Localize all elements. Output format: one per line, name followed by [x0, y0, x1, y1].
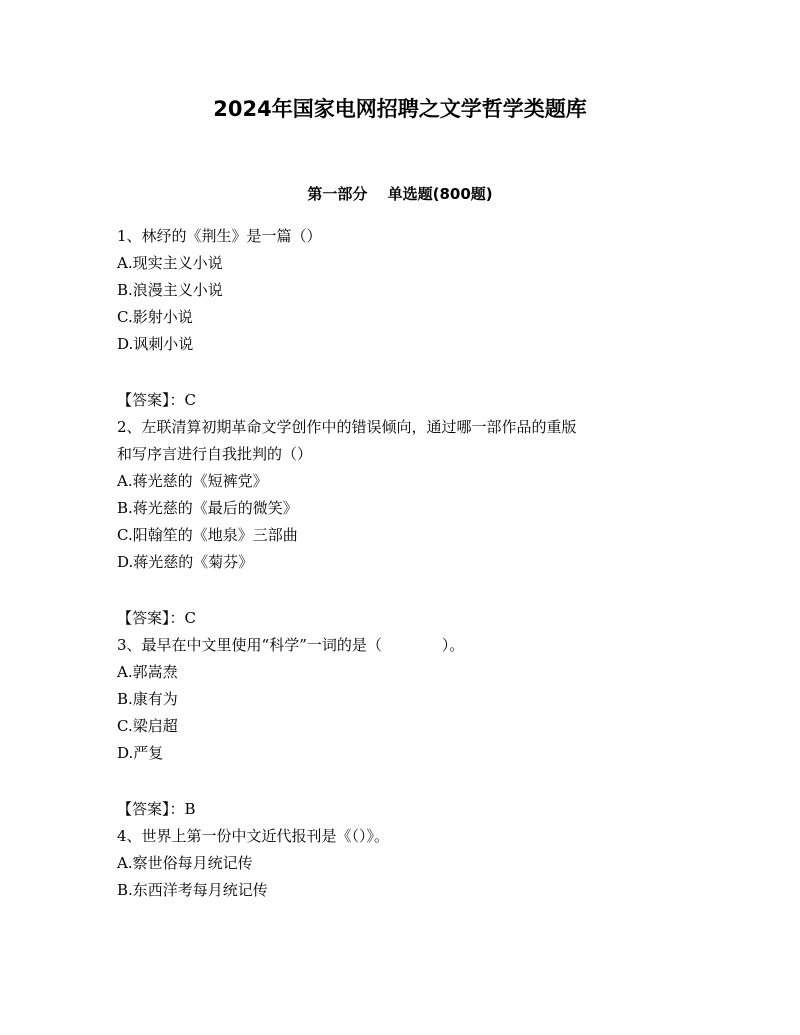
- question-list: [117, 223, 687, 904]
- option-b: B.蒋光慈的《最后的微笑》: [117, 499, 298, 517]
- option-c: C.梁启超: [117, 717, 178, 735]
- option-a: A.郭嵩焘: [117, 663, 178, 681]
- option-d: D.严复: [117, 744, 164, 762]
- answer-value: C: [184, 391, 196, 409]
- question-2: [117, 414, 687, 576]
- question-3: [117, 632, 687, 767]
- answer-label: 【答案】：: [117, 609, 185, 627]
- question-stem: 3、最早在中文里使用“科学”一词的是（ ）。: [117, 636, 465, 654]
- option-d: D.蒋光慈的《菊芬》: [117, 553, 254, 571]
- option-c: C.阳翰笙的《地泉》三部曲: [117, 526, 298, 544]
- answer-line: [117, 387, 687, 414]
- spacer: [117, 576, 687, 605]
- answer-label: 【答案】：: [117, 391, 185, 409]
- answer-label: 【答案】：: [117, 800, 185, 818]
- answer-value: C: [184, 609, 196, 627]
- question-stem: 2、左联清算初期革命文学创作中的错误倾向，通过哪一部作品的重版: [117, 418, 577, 436]
- option-c: C.影射小说: [117, 308, 193, 326]
- spacer: [117, 767, 687, 796]
- question-stem: 4、世界上第一份中文近代报刊是《（）》。: [117, 827, 390, 845]
- answer-line: [117, 605, 687, 632]
- option-a: A.蒋光慈的《短裤党》: [117, 472, 268, 490]
- option-b: B.浪漫主义小说: [117, 281, 223, 299]
- spacer: [117, 358, 687, 387]
- option-b: B.康有为: [117, 690, 178, 708]
- question-1: [117, 223, 687, 358]
- option-b: B.东西洋考每月统记传: [117, 881, 268, 899]
- question-stem-continued: 和写序言进行自我批判的（）: [117, 445, 313, 463]
- answer-value: B: [184, 800, 196, 818]
- document-title: 2024年国家电网招聘之文学哲学类题库: [213, 97, 587, 121]
- option-a: A.察世俗每月统记传: [117, 854, 253, 872]
- question-4: [117, 823, 687, 904]
- section-title: 第一部分 单选题(800题): [307, 185, 493, 203]
- option-d: D.讽刺小说: [117, 335, 194, 353]
- question-stem: 1、林纾的《荆生》是一篇（）: [117, 227, 322, 245]
- option-a: A.现实主义小说: [117, 254, 223, 272]
- answer-line: [117, 796, 687, 823]
